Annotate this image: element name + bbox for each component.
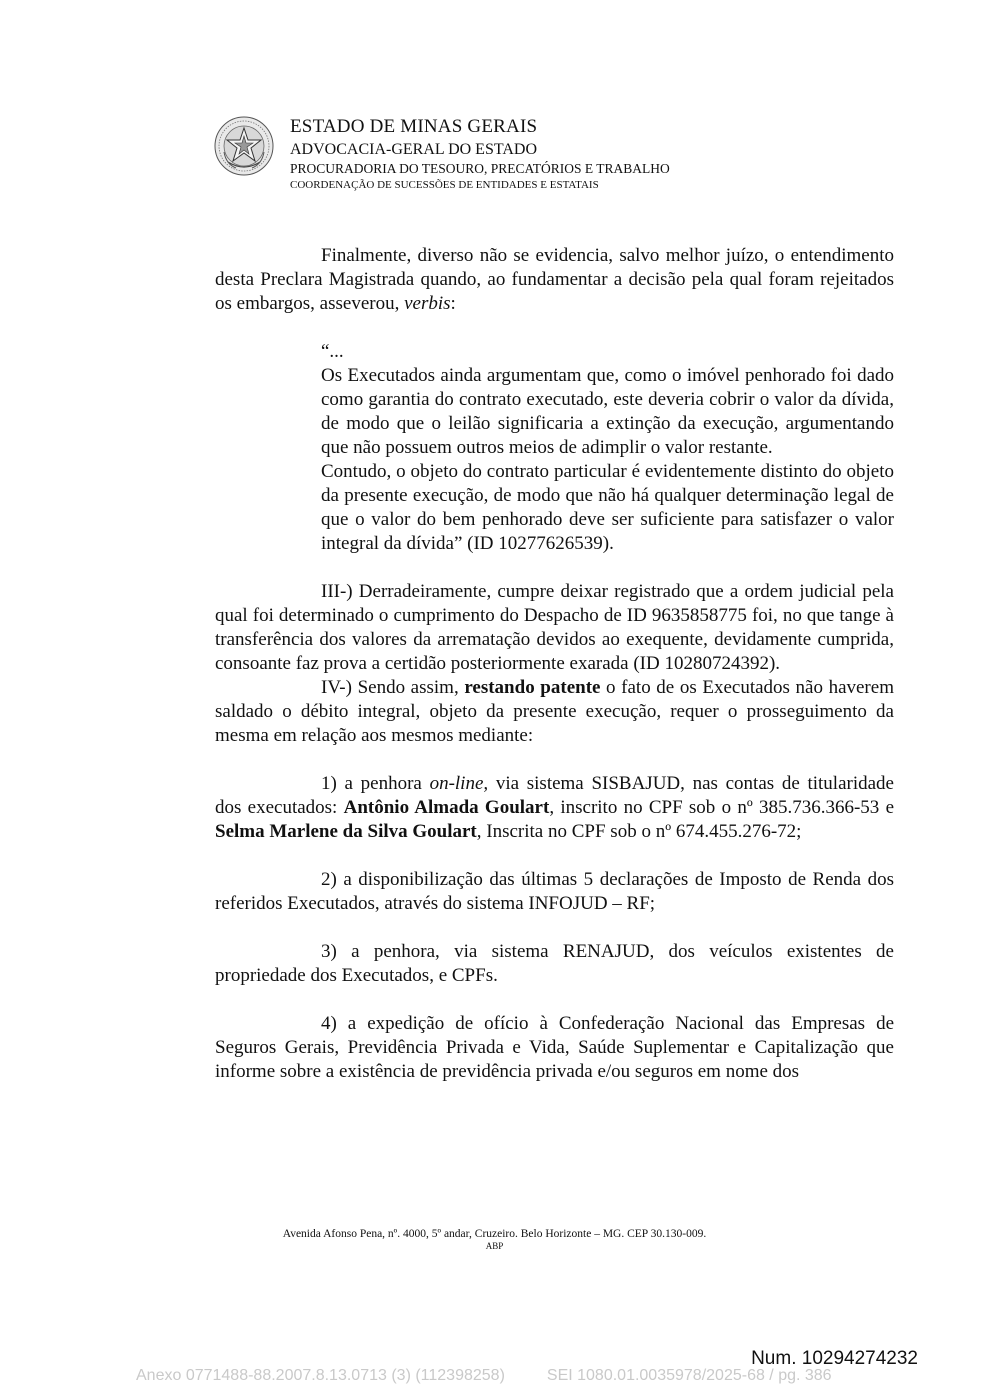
- footer-initials: ABP: [485, 1241, 504, 1251]
- executed-name-1: Antônio Almada Goulart: [343, 797, 550, 818]
- request-item-3: 3) a penhora, via sistema RENAJUD, dos veículos existentes de propriedade dos Executados, e CPFs.: [215, 941, 894, 986]
- italic-text: verbis: [404, 293, 451, 314]
- header-agency: ADVOCACIA-GERAL DO ESTADO: [290, 141, 537, 158]
- request-item-2: 2) a disponibilização das últimas 5 declarações de Imposto de Renda dos referidos Executados, através do sistema INFOJUD – RF;: [215, 869, 894, 914]
- text-span: IV-) Sendo assim,: [321, 677, 465, 698]
- paragraph-intro: [215, 244, 894, 316]
- sei-reference: SEI 1080.01.0035978/2025-68 / pg. 386: [546, 1367, 832, 1384]
- annex-stamp: [136, 1367, 832, 1385]
- bold-text: restando patente: [464, 677, 601, 698]
- text-span: :: [450, 293, 456, 314]
- page-footer: [0, 1227, 989, 1252]
- paragraph-iv: [215, 676, 894, 748]
- document-number: Num. 10294274232: [751, 1348, 918, 1369]
- italic-text: on-line,: [429, 773, 489, 794]
- header-state: ESTADO DE MINAS GERAIS: [290, 116, 538, 137]
- executed-name-2: Selma Marlene da Silva Goulart: [215, 821, 477, 842]
- block-quote: [321, 340, 894, 556]
- text-span: , Inscrita no CPF sob o nº 674.455.276-72;: [476, 821, 802, 842]
- header-procuradoria: PROCURADORIA DO TESOURO, PRECATÓRIOS E TRABALHO: [290, 161, 670, 176]
- annex-reference: Anexo 0771488-88.2007.8.13.0713 (3) (112398258): [136, 1367, 505, 1384]
- text-span: 1) a penhora: [321, 773, 430, 794]
- coat-of-arms-icon: [214, 116, 274, 176]
- letterhead: [214, 114, 774, 204]
- header-coordenacao: COORDENAÇÃO DE SUCESSÕES DE ENTIDADES E ESTATAIS: [290, 179, 599, 191]
- quote-paragraph-2: Contudo, o objeto do contrato particular é evidentemente distinto do objeto da presente execução, de modo que não há qualquer determinação legal de que o valor do bem penhorado deve ser suficiente para satisfazer o valor integral da dívida” (ID 10277626539).: [321, 461, 894, 554]
- text-span: , inscrito no CPF sob o nº 385.736.366-53 e: [549, 797, 895, 818]
- paragraph-iii: III-) Derradeiramente, cumpre deixar registrado que a ordem judicial pela qual foi determinado o cumprimento do Despacho de ID 9635858775 foi, no que tange à transferência dos valores da arrematação devidos ao exequente, devidamente cumprida, consoante faz prova a certidão posteriormente exarada (ID 10280724392).: [215, 581, 894, 674]
- text-span: o fato de os Executados não haverem saldado o débito integral, objeto da presente execução, requer o prosseguimento da mesma em relação aos mesmos mediante:: [215, 677, 894, 746]
- request-item-4: 4) a expedição de ofício à Confederação Nacional das Empresas de Seguros Gerais, Previdência Privada e Vida, Saúde Suplementar e Capitalização que informe sobre a existência de previdência privada e/ou seguros em nome dos: [215, 1013, 894, 1082]
- document-body: [215, 244, 894, 1084]
- quote-paragraph-1: Os Executados ainda argumentam que, como o imóvel penhorado foi dado como garantia do contrato executado, este deveria cobrir o valor da dívida, de modo que o leilão significaria a extinção da execução, argumentando que não possuem outros meios de adimplir o valor restante.: [321, 365, 894, 458]
- quote-open: “...: [321, 341, 344, 362]
- text-span: Finalmente, diverso não se evidencia, salvo melhor juízo, o entendimento desta Preclara Magistrada quando, ao fundamentar a decisão pela qual foram rejeitados os embargos, asseverou,: [215, 245, 894, 314]
- request-item-1: [215, 772, 894, 844]
- footer-address: Avenida Afonso Pena, nº. 4000, 5º andar, Cruzeiro. Belo Horizonte – MG. CEP 30.130-009.: [282, 1228, 707, 1240]
- text-span: via sistema SISBAJUD, nas contas de titularidade dos executados:: [215, 773, 894, 818]
